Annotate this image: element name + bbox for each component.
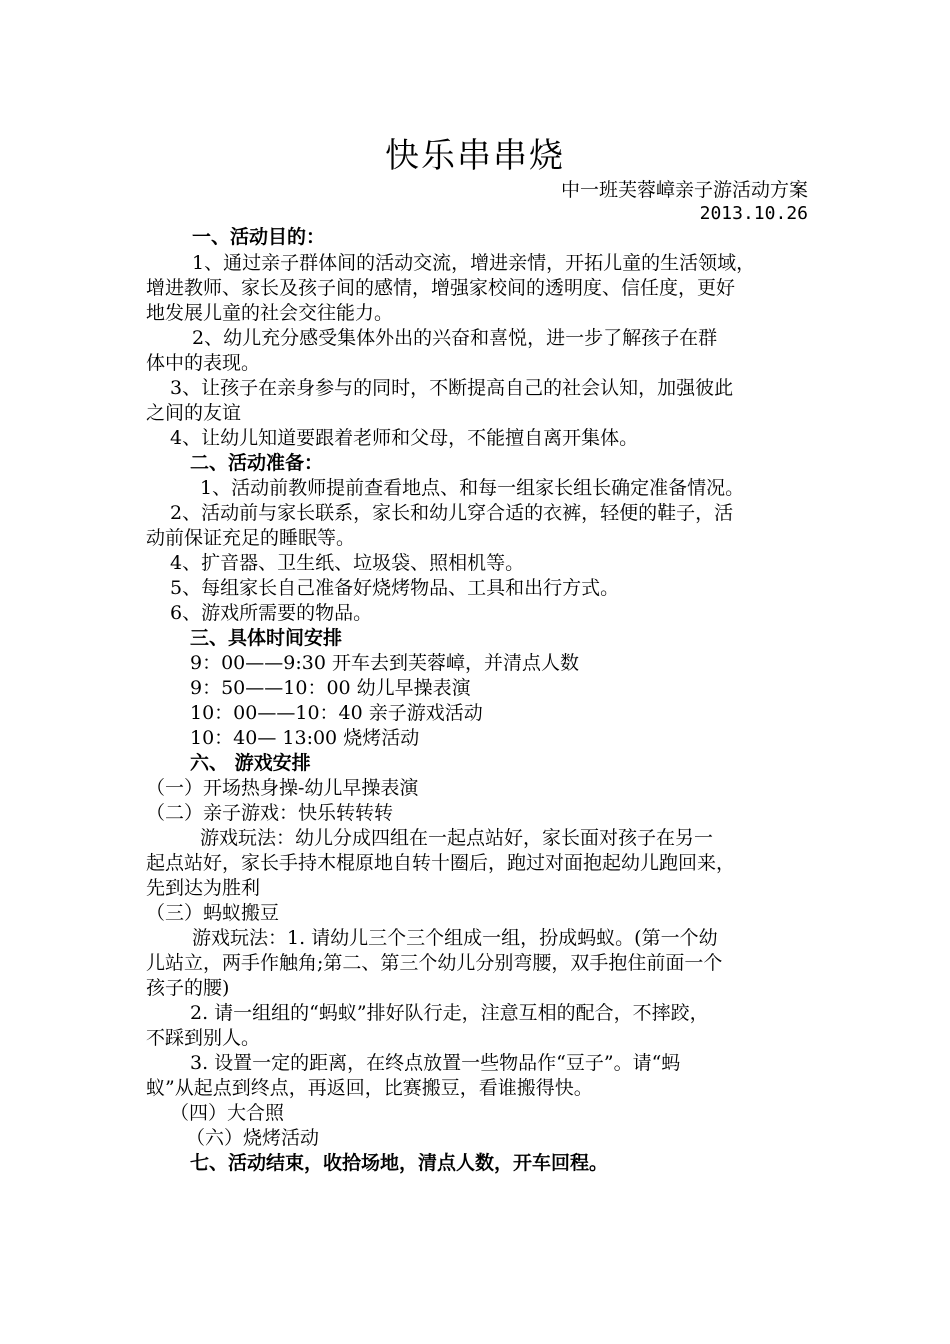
subsection-heading: （六）烧烤活动 <box>186 1127 320 1149</box>
paragraph-line: 3、让孩子在亲身参与的同时，不断提高自己的社会认知，加强彼此 <box>170 377 734 399</box>
document-subtitle: 中一班芙蓉嶂亲子游活动方案 <box>560 179 808 201</box>
section-heading: 一、活动目的： <box>192 226 326 248</box>
paragraph-line: 2、活动前与家长联系，家长和幼儿穿合适的衣裤，轻便的鞋子，活 <box>170 502 734 524</box>
subsection-heading: （三）蚂蚁搬豆 <box>146 902 280 924</box>
paragraph-line: 游戏玩法：幼儿分成四组在一起点站好，家长面对孩子在另一 <box>200 827 714 849</box>
subsection-heading: （四）大合照 <box>170 1102 285 1124</box>
paragraph-line: 4、扩音器、卫生纸、垃圾袋、照相机等。 <box>170 552 525 574</box>
paragraph-line: 动前保证充足的睡眠等。 <box>146 527 356 549</box>
section-heading: 六、 游戏安排 <box>190 752 311 774</box>
schedule-line: 10：40— 13:00 烧烤活动 <box>190 727 420 749</box>
schedule-line: 9：00——9:30 开车去到芙蓉嶂，并清点人数 <box>190 652 579 674</box>
paragraph-line: 起点站好，家长手持木棍原地自转十圈后，跑过对面抱起幼儿跑回来， <box>146 852 736 874</box>
schedule-line: 10：00——10：40 亲子游戏活动 <box>190 702 483 724</box>
paragraph-line: 5、每组家长自己准备好烧烤物品、工具和出行方式。 <box>170 577 620 599</box>
paragraph-line: 2、幼儿充分感受集体外出的兴奋和喜悦，进一步了解孩子在群 <box>192 327 718 349</box>
paragraph-line: 地发展儿童的社会交往能力。 <box>146 302 394 324</box>
schedule-line: 9：50——10：00 幼儿早操表演 <box>190 677 471 699</box>
paragraph-line: 孩子的腰) <box>146 977 230 999</box>
paragraph-line: 游戏玩法：1. 请幼儿三个三个组成一组，扮成蚂蚁。(第一个幼 <box>192 927 718 949</box>
paragraph-line: 增进教师、家长及孩子间的感情，增强家校间的透明度、信任度，更好 <box>146 277 736 299</box>
paragraph-line: 6、游戏所需要的物品。 <box>170 602 373 624</box>
paragraph-line: 儿站立，两手作触角;第二、第三个幼儿分别弯腰，双手抱住前面一个 <box>146 952 723 974</box>
paragraph-line: 不踩到别人。 <box>146 1027 261 1049</box>
section-heading: 三、具体时间安排 <box>190 627 343 649</box>
paragraph-line: 3. 设置一定的距离，在终点放置一些物品作“豆子”。请“蚂 <box>190 1052 681 1074</box>
document-title: 快乐串串烧 <box>385 136 565 176</box>
section-heading: 二、活动准备： <box>190 452 324 474</box>
subsection-heading: （一）开场热身操-幼儿早操表演 <box>146 777 419 799</box>
paragraph-line: 先到达为胜利 <box>146 877 261 899</box>
subsection-heading: （二）亲子游戏：快乐转转转 <box>146 802 394 824</box>
document-date: 2013.10.26 <box>699 203 808 224</box>
section-heading: 七、活动结束，收拾场地，清点人数，开车回程。 <box>190 1152 609 1174</box>
paragraph-line: 1、通过亲子群体间的活动交流，增进亲情，开拓儿童的生活领域， <box>192 252 756 274</box>
paragraph-line: 蚁”从起点到终点，再返回，比赛搬豆，看谁搬得快。 <box>146 1077 593 1099</box>
paragraph-line: 4、让幼儿知道要跟着老师和父母，不能擅自离开集体。 <box>170 427 639 449</box>
paragraph-line: 2. 请一组组的“蚂蚁”排好队行走，注意互相的配合，不摔跤， <box>190 1002 709 1024</box>
paragraph-line: 1、活动前教师提前查看地点、和每一组家长组长确定准备情况。 <box>200 477 745 499</box>
paragraph-line: 之间的友谊 <box>146 402 242 424</box>
paragraph-line: 体中的表现。 <box>146 352 261 374</box>
